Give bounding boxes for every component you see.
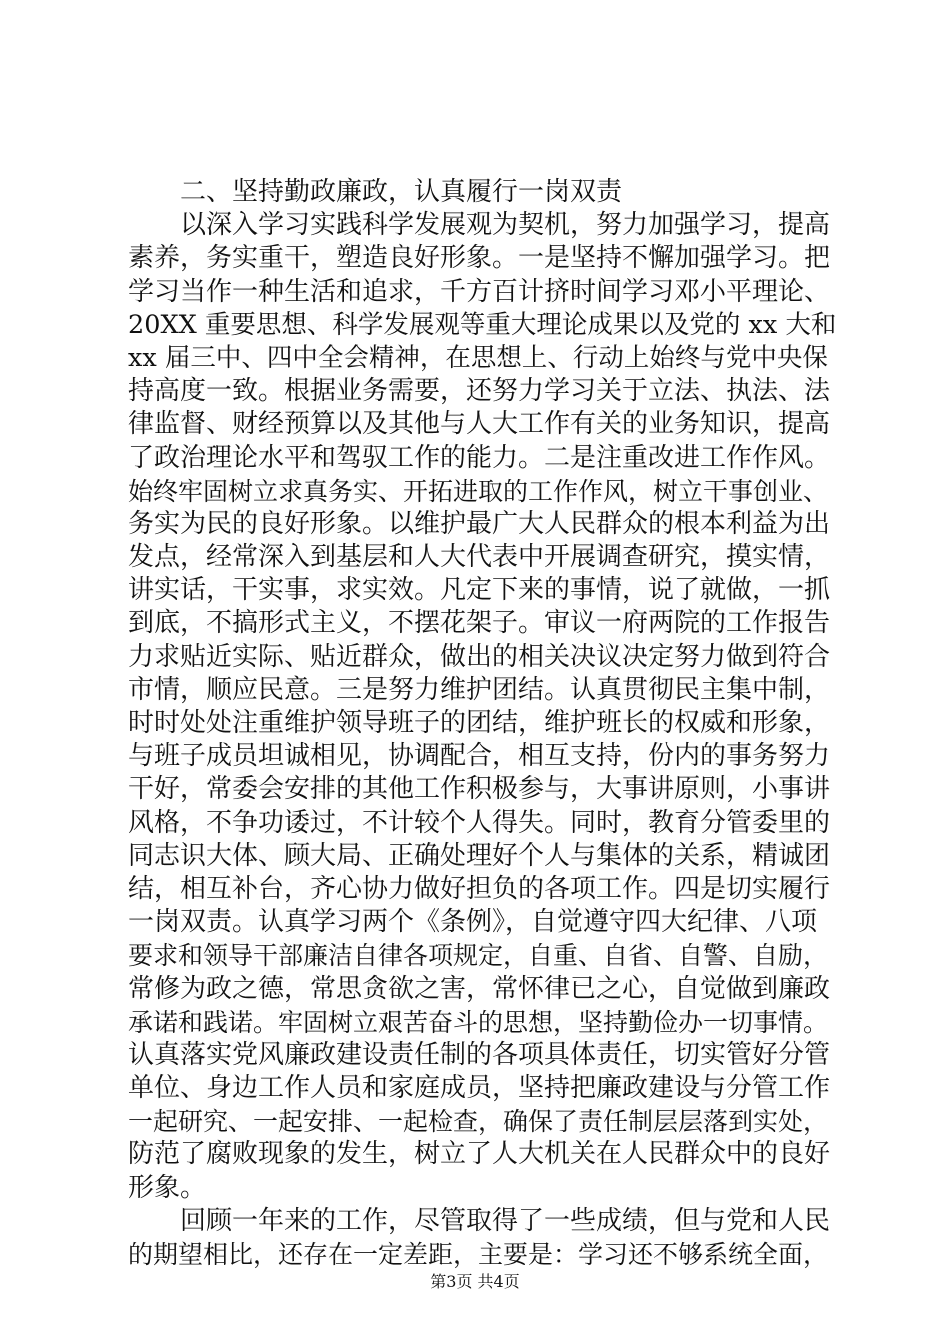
body-text-line: 风格，不争功诿过，不计较个人得失。同时，教育分管委里的 [128, 807, 831, 838]
body-text-line: 力求贴近实际、贴近群众，做出的相关决议决定努力做到符合 [128, 641, 831, 672]
body-text-line: 持高度一致。根据业务需要，还努力学习关于立法、执法、法 [128, 376, 831, 407]
body-text-line: 市情，顺应民意。三是努力维护团结。认真贯彻民主集中制， [128, 674, 831, 705]
body-text-line: 要求和领导干部廉洁自律各项规定，自重、自省、自警、自励， [128, 941, 829, 971]
body-text-line: 一起研究、一起安排、一起检查，确保了责任制层层落到实处， [128, 1107, 829, 1137]
body-text-line: 始终牢固树立求真务实、开拓进取的工作作风，树立干事创业、 [128, 476, 829, 506]
body-text-line: 时时处处注重维护领导班子的团结，维护班长的权威和形象， [128, 708, 831, 738]
body-text-line: 学习当作一种生活和追求，千方百计挤时间学习邓小平理论、 [128, 276, 831, 307]
body-text-line: 常修为政之德，常思贪欲之害，常怀律已之心，自觉做到廉政 [128, 973, 831, 1004]
body-text-line: 的期望相比，还存在一定差距，主要是：学习还不够系统全面， [128, 1240, 829, 1269]
body-text-line: 防范了腐败现象的发生，树立了人大机关在人民群众中的良好 [128, 1139, 831, 1170]
body-text-line: 干好，常委会安排的其他工作积极参与，大事讲原则，小事讲 [128, 774, 831, 805]
body-text-line: 到底，不搞形式主义，不摆花架子。审议一府两院的工作报告 [128, 608, 831, 639]
body-text-line: 一岗双责。认真学习两个《条例》，自觉遵守四大纪律、八项 [128, 907, 818, 938]
body-text-line: 发点，经常深入到基层和人大代表中开展调查研究，摸实情， [128, 542, 831, 573]
body-text-line: 20XX 重要思想、科学发展观等重大理论成果以及党的 xx 大和 [128, 309, 837, 340]
body-text-line: 务实为民的良好形象。以维护最广大人民群众的根本利益为出 [128, 508, 831, 539]
body-text-line: 以深入学习实践科学发展观为契机，努力加强学习，提高 [180, 210, 831, 241]
body-text-line: 了政治理论水平和驾驭工作的能力。二是注重改进工作作风。 [128, 442, 831, 473]
body-text-line: 形象。 [128, 1172, 207, 1203]
body-text-line: 结，相互补台，齐心协力做好担负的各项工作。四是切实履行 [128, 873, 831, 904]
body-text-line: 认真落实党风廉政建设责任制的各项具体责任，切实管好分管 [128, 1039, 831, 1070]
body-text-line: 回顾一年来的工作，尽管取得了一些成绩，但与党和人民 [180, 1205, 831, 1236]
document-body [128, 176, 838, 1271]
body-text-line: 讲实话，干实事，求实效。凡定下来的事情，说了就做，一抓 [128, 575, 831, 606]
body-text-line: 与班子成员坦诚相见，协调配合，相互支持，份内的事务努力 [128, 741, 831, 772]
body-text-line: 律监督、财经预算以及其他与人大工作有关的业务知识，提高 [128, 409, 831, 440]
body-text-line: xx 届三中、四中全会精神，在思想上、行动上始终与党中央保 [128, 342, 828, 373]
section-heading: 二、坚持勤政廉政，认真履行一岗双责 [180, 177, 623, 207]
body-text-line: 同志识大体、顾大局、正确处理好个人与集体的关系，精诚团 [128, 840, 831, 871]
body-text-line: 单位、身边工作人员和家庭成员，坚持把廉政建设与分管工作 [128, 1073, 831, 1104]
page-footer: 第3页 共4页 [430, 1272, 520, 1291]
body-text-line: 素养，务实重干，塑造良好形象。一是坚持不懈加强学习。把 [128, 243, 831, 274]
body-text-line: 承诺和践诺。牢固树立艰苦奋斗的思想，坚持勤俭办一切事情。 [128, 1007, 829, 1037]
